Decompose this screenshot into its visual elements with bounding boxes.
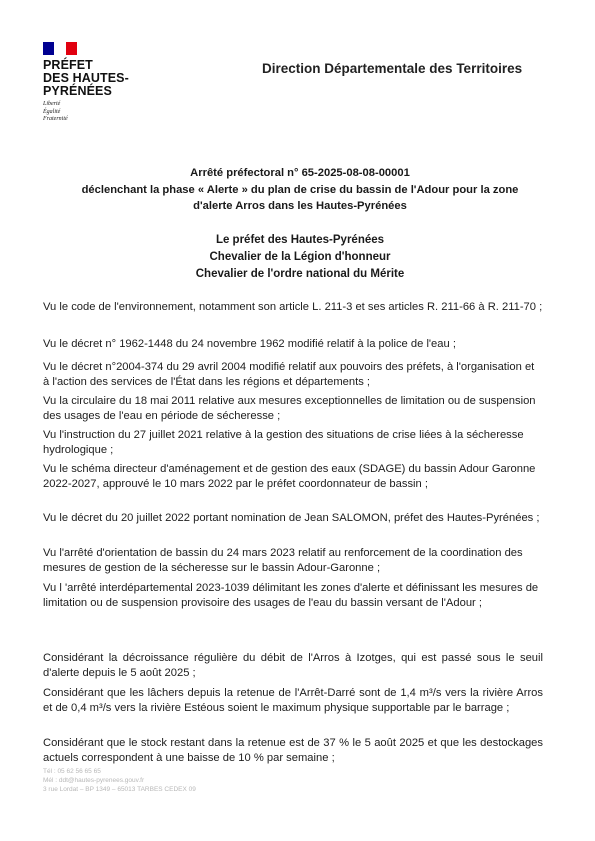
vu-paragraph: Vu la circulaire du 18 mai 2011 relative aux mesures exceptionnelles de limitation ou de suspension des usages de l'eau en période de sécheresse ; <box>43 395 536 422</box>
footer-phone: Tél : 05 62 56 65 65 <box>43 768 101 775</box>
flag-icon <box>43 42 77 55</box>
prefet-name <box>43 59 163 98</box>
decree-title <box>30 165 570 215</box>
authority-block <box>30 232 570 283</box>
vu-paragraph: Vu l 'arrêté interdépartemental 2023-1039 délimitant les zones d'alerte et définissant les mesures de limitation ou de suspension provisoire des usages de l'eau du bassin versant de l'Adour ; <box>43 582 539 609</box>
direction-title: Direction Départementale des Territoires <box>262 61 523 76</box>
authority-line: Chevalier de la Légion d'honneur <box>209 251 391 263</box>
republic-motto <box>43 101 163 124</box>
vu-paragraph: Vu le code de l'environnement, notamment son article L. 211-3 et ses articles R. 211-66 à R. 211-70 ; <box>43 301 543 313</box>
prefet-line: PYRÉNÉES <box>43 84 112 98</box>
decree-subject-zone: d'alerte Arros dans les Hautes-Pyrénées <box>193 200 407 212</box>
vu-paragraph: Vu le décret n°2004-374 du 29 avril 2004 modifié relatif aux pouvoirs des préfets, à l'organisation et à l'action des services de l'État dans les régions et départements ; <box>43 361 535 388</box>
motto-line: Égalité <box>43 108 61 115</box>
motto-line: Fraternité <box>43 116 68 122</box>
prefet-line: PRÉFET <box>43 58 93 72</box>
prefet-logo <box>43 42 163 124</box>
footer-email: Mél : ddt@hautes-pyrenees.gouv.fr <box>43 777 145 784</box>
decree-subject: déclenchant la phase « Alerte » du plan de crise du bassin de l'Adour pour la zone <box>81 183 519 196</box>
prefet-line: DES HAUTES- <box>43 71 129 85</box>
contact-footer <box>43 767 196 794</box>
considerant-paragraph: Considérant que les lâchers depuis la retenue de l'Arrêt-Darré sont de 1,4 m³/s vers la rivière Arros et de 0,4 m³/s vers la rivière Estéous soient le maximum physique supportable par le barrage ; <box>43 687 543 714</box>
vu-paragraph: Vu le schéma directeur d'aménagement et de gestion des eaux (SDAGE) du bassin Adour Garonne 2022-2027, approuvé le 10 mars 2022 par le préfet coordonnateur de bassin ; <box>43 463 536 490</box>
motto-line: Liberté <box>43 101 61 107</box>
decree-number: Arrêté préfectoral n° 65-2025-08-08-00001 <box>190 167 410 179</box>
vu-paragraph: Vu l'arrêté d'orientation de bassin du 24 mars 2023 relatif au renforcement de la coordination des mesures de gestion de la sécheresse sur le bassin Adour-Garonne ; <box>43 547 523 574</box>
authority-line: Le préfet des Hautes-Pyrénées <box>215 234 385 246</box>
authority-line: Chevalier de l'ordre national du Mérite <box>195 268 405 280</box>
vu-paragraph: Vu le décret n° 1962-1448 du 24 novembre 1962 modifié relatif à la police de l'eau ; <box>43 338 456 350</box>
considerant-paragraph: Considérant la décroissance régulière du débit de l'Arros à Izotges, qui est passé sous le seuil d'alerte depuis le 5 août 2025 ; <box>43 652 543 679</box>
vu-paragraph: Vu l'instruction du 27 juillet 2021 relative à la gestion des situations de crise liées à la sécheresse hydrologique ; <box>43 429 524 456</box>
vu-paragraph: Vu le décret du 20 juillet 2022 portant nomination de Jean SALOMON, préfet des Hautes-Pyrénées ; <box>43 512 540 524</box>
considerant-paragraph: Considérant que le stock restant dans la retenue est de 37 % le 5 août 2025 et que les destockages actuels correspondent à une baisse de 10 % par semaine ; <box>43 737 543 764</box>
footer-address: 3 rue Lordat – BP 1349 – 65013 TARBES CEDEX 09 <box>43 786 196 793</box>
